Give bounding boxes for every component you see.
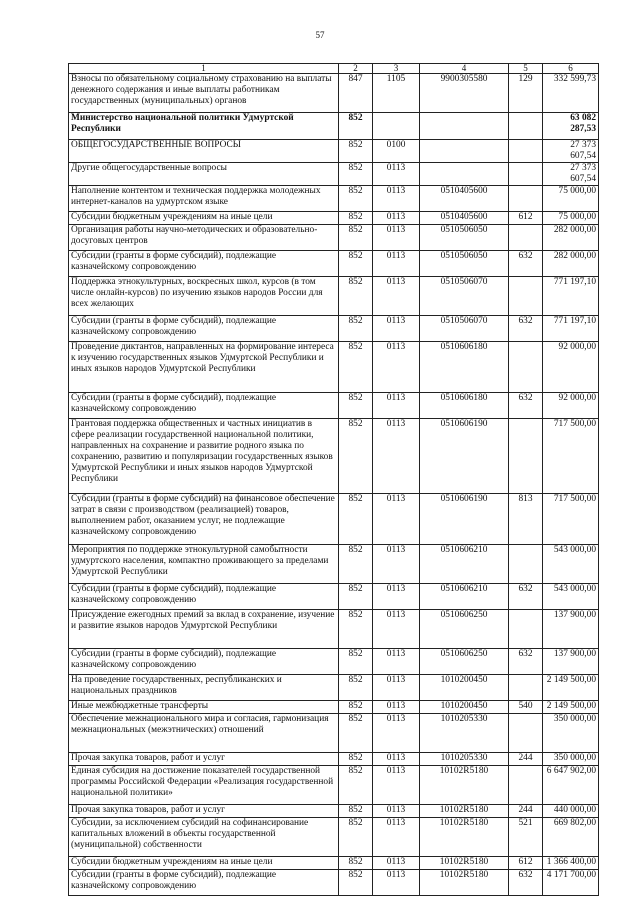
row-target-code: 1010205330 <box>420 714 509 753</box>
row-target-code: 10102R5180 <box>420 870 509 896</box>
row-target-code: 10102R5180 <box>420 766 509 805</box>
table-row <box>69 714 599 753</box>
row-ved-code: 852 <box>339 277 373 316</box>
row-target-code: 0510606210 <box>420 584 509 610</box>
row-target-code: 0510506050 <box>420 225 509 251</box>
table-row <box>69 277 599 316</box>
table-row <box>69 225 599 251</box>
row-type-code: 244 <box>509 753 543 766</box>
row-target-code: 0510606180 <box>420 342 509 393</box>
row-section-code: 0113 <box>373 163 420 186</box>
row-name: Проведение диктантов, направленных на формирование интереса к изучению государственных языков Удмуртской Республики и иных языков народов Удмуртской Республики <box>69 342 339 393</box>
row-type-code <box>509 186 543 212</box>
row-name: Министерство национальной политики Удмуртской Республики <box>69 113 339 140</box>
row-ved-code: 852 <box>339 342 373 393</box>
row-section-code: 0113 <box>373 419 420 494</box>
row-type-code: 612 <box>509 212 543 225</box>
row-amount: 332 599,73 <box>543 74 599 113</box>
row-section-code: 0113 <box>373 393 420 419</box>
row-ved-code: 852 <box>339 251 373 277</box>
row-type-code: 129 <box>509 74 543 113</box>
row-ved-code: 852 <box>339 675 373 701</box>
row-ved-code: 852 <box>339 701 373 714</box>
row-ved-code: 852 <box>339 610 373 649</box>
table-row <box>69 316 599 342</box>
row-name: Обеспечение межнационального мира и согласия, гармонизация межнациональных (межэтнических) отношений <box>69 714 339 753</box>
row-ved-code: 852 <box>339 113 373 140</box>
row-amount: 4 171 700,00 <box>543 870 599 896</box>
row-amount: 543 000,00 <box>543 545 599 584</box>
row-target-code: 1010200450 <box>420 675 509 701</box>
row-amount: 543 000,00 <box>543 584 599 610</box>
row-target-code: 0510606250 <box>420 649 509 675</box>
table-row <box>69 610 599 649</box>
row-section-code: 0113 <box>373 584 420 610</box>
row-type-code: 540 <box>509 701 543 714</box>
row-name: Присуждение ежегодных премий за вклад в сохранение, изучение и развитие языков народов Удмуртской Республики <box>69 610 339 649</box>
row-section-code: 0113 <box>373 805 420 818</box>
column-number: 2 <box>339 64 373 74</box>
row-type-code: 632 <box>509 870 543 896</box>
row-type-code <box>509 277 543 316</box>
row-amount: 75 000,00 <box>543 186 599 212</box>
row-name: Мероприятия по поддержке этнокультурной самобытности удмуртского населения, компактно проживающего за пределами Удмуртской Республики <box>69 545 339 584</box>
row-target-code: 0510606190 <box>420 419 509 494</box>
table-row <box>69 494 599 545</box>
table-row <box>69 140 599 163</box>
row-ved-code: 852 <box>339 186 373 212</box>
row-amount: 669 802,00 <box>543 818 599 857</box>
row-type-code: 632 <box>509 584 543 610</box>
budget-table <box>68 63 599 896</box>
table-row <box>69 766 599 805</box>
row-amount: 282 000,00 <box>543 225 599 251</box>
row-section-code: 0113 <box>373 225 420 251</box>
row-section-code: 0113 <box>373 766 420 805</box>
row-section-code: 0113 <box>373 316 420 342</box>
row-name: Взносы по обязательному социальному страхованию на выплаты денежного содержания и иные выплаты работникам государственных (муниципальных) органов <box>69 74 339 113</box>
row-section-code: 0113 <box>373 675 420 701</box>
row-amount: 27 373 607,54 <box>543 140 599 163</box>
row-name: Субсидии (гранты в форме субсидий), подлежащие казначейскому сопровождению <box>69 393 339 419</box>
row-type-code: 813 <box>509 494 543 545</box>
table-row <box>69 701 599 714</box>
row-ved-code: 852 <box>339 212 373 225</box>
row-amount: 350 000,00 <box>543 714 599 753</box>
row-name: Прочая закупка товаров, работ и услуг <box>69 805 339 818</box>
column-number: 5 <box>509 64 543 74</box>
table-row <box>69 342 599 393</box>
row-type-code: 244 <box>509 805 543 818</box>
row-ved-code: 852 <box>339 649 373 675</box>
row-name: Субсидии (гранты в форме субсидий), подлежащие казначейскому сопровождению <box>69 870 339 896</box>
row-name: Субсидии (гранты в форме субсидий), подлежащие казначейскому сопровождению <box>69 316 339 342</box>
row-type-code <box>509 545 543 584</box>
row-ved-code: 852 <box>339 766 373 805</box>
row-type-code <box>509 766 543 805</box>
row-name: Грантовая поддержка общественных и частных инициатив в сфере реализации государственной национальной политики, направленных на сохранение и развитие родного языка по сохранению, развитию и популяризации государственных языков Удмуртской Республики и иных языков народов Удмуртской Республики <box>69 419 339 494</box>
table-row <box>69 584 599 610</box>
row-type-code <box>509 140 543 163</box>
row-amount: 92 000,00 <box>543 393 599 419</box>
row-ved-code: 852 <box>339 857 373 870</box>
table-row <box>69 675 599 701</box>
row-name: Единая субсидия на достижение показателей государственной программы Российской Федерации «Реализация государственной национальной политики» <box>69 766 339 805</box>
row-type-code <box>509 163 543 186</box>
table-row <box>69 186 599 212</box>
row-amount: 2 149 500,00 <box>543 675 599 701</box>
row-amount: 92 000,00 <box>543 342 599 393</box>
row-amount: 137 900,00 <box>543 610 599 649</box>
row-ved-code: 852 <box>339 753 373 766</box>
row-name: Иные межбюджетные трансферты <box>69 701 339 714</box>
row-amount: 282 000,00 <box>543 251 599 277</box>
row-section-code: 0113 <box>373 818 420 857</box>
row-name: Субсидии, за исключением субсидий на софинансирование капитальных вложений в объекты государственной (муниципальной) собственности <box>69 818 339 857</box>
row-target-code: 0510506070 <box>420 277 509 316</box>
table-row <box>69 545 599 584</box>
row-section-code: 0113 <box>373 701 420 714</box>
row-target-code: 10102R5180 <box>420 818 509 857</box>
row-ved-code: 852 <box>339 225 373 251</box>
row-type-code: 612 <box>509 857 543 870</box>
row-target-code: 0510405600 <box>420 212 509 225</box>
row-type-code <box>509 342 543 393</box>
row-target-code: 0510506070 <box>420 316 509 342</box>
row-target-code: 0510606250 <box>420 610 509 649</box>
table-row <box>69 113 599 140</box>
table-row <box>69 419 599 494</box>
row-target-code: 0510606210 <box>420 545 509 584</box>
row-amount: 75 000,00 <box>543 212 599 225</box>
row-type-code <box>509 225 543 251</box>
row-target-code: 1010205330 <box>420 753 509 766</box>
row-section-code: 0113 <box>373 857 420 870</box>
row-section-code: 0113 <box>373 753 420 766</box>
table-row <box>69 393 599 419</box>
row-name: Субсидии (гранты в форме субсидий) на финансовое обеспечение затрат в связи с производством (реализацией) товаров, выполнением работ, оказанием услуг, не подлежащие казначейскому сопровождению <box>69 494 339 545</box>
row-section-code: 0100 <box>373 140 420 163</box>
table-row <box>69 251 599 277</box>
table-row <box>69 753 599 766</box>
row-name: Поддержка этнокультурных, воскресных школ, курсов (в том числе онлайн-курсов) по изучению языков народов России для всех желающих <box>69 277 339 316</box>
row-ved-code: 852 <box>339 805 373 818</box>
row-amount: 771 197,10 <box>543 316 599 342</box>
row-amount: 440 000,00 <box>543 805 599 818</box>
row-target-code: 10102R5180 <box>420 857 509 870</box>
row-target-code: 0510506050 <box>420 251 509 277</box>
column-number: 1 <box>69 64 339 74</box>
row-ved-code: 852 <box>339 584 373 610</box>
row-target-code: 10102R5180 <box>420 805 509 818</box>
row-amount: 63 082 287,53 <box>543 113 599 140</box>
row-target-code <box>420 113 509 140</box>
column-number: 3 <box>373 64 420 74</box>
row-amount: 137 900,00 <box>543 649 599 675</box>
page-number: 57 <box>315 30 325 40</box>
row-type-code <box>509 419 543 494</box>
row-ved-code: 852 <box>339 163 373 186</box>
row-name: Субсидии бюджетным учреждениям на иные цели <box>69 212 339 225</box>
row-section-code <box>373 113 420 140</box>
row-section-code: 0113 <box>373 277 420 316</box>
column-number: 6 <box>543 64 599 74</box>
row-section-code: 0113 <box>373 545 420 584</box>
row-section-code: 0113 <box>373 649 420 675</box>
row-type-code: 521 <box>509 818 543 857</box>
row-ved-code: 852 <box>339 494 373 545</box>
row-section-code: 0113 <box>373 186 420 212</box>
row-type-code: 632 <box>509 393 543 419</box>
row-section-code: 0113 <box>373 212 420 225</box>
row-ved-code: 852 <box>339 140 373 163</box>
row-amount: 717 500,00 <box>543 419 599 494</box>
row-name: Прочая закупка товаров, работ и услуг <box>69 753 339 766</box>
column-number-row <box>69 64 599 74</box>
row-ved-code: 852 <box>339 316 373 342</box>
row-section-code: 1105 <box>373 74 420 113</box>
column-number: 4 <box>420 64 509 74</box>
row-ved-code: 847 <box>339 74 373 113</box>
row-section-code: 0113 <box>373 342 420 393</box>
row-type-code <box>509 675 543 701</box>
table-row <box>69 74 599 113</box>
row-section-code: 0113 <box>373 494 420 545</box>
row-type-code: 632 <box>509 649 543 675</box>
table-row <box>69 805 599 818</box>
row-target-code: 1010200450 <box>420 701 509 714</box>
row-ved-code: 852 <box>339 870 373 896</box>
row-amount: 1 366 400,00 <box>543 857 599 870</box>
row-name: Наполнение контентом и техническая поддержка молодежных интернет-каналов на удмуртском языке <box>69 186 339 212</box>
table-row <box>69 212 599 225</box>
row-target-code: 0510405600 <box>420 186 509 212</box>
row-target-code <box>420 140 509 163</box>
row-amount: 6 647 902,00 <box>543 766 599 805</box>
row-target-code <box>420 163 509 186</box>
row-name: Организация работы научно-методических и образовательно-досуговых центров <box>69 225 339 251</box>
table-row <box>69 818 599 857</box>
row-section-code: 0113 <box>373 251 420 277</box>
row-type-code <box>509 714 543 753</box>
row-ved-code: 852 <box>339 419 373 494</box>
row-name: Субсидии (гранты в форме субсидий), подлежащие казначейскому сопровождению <box>69 649 339 675</box>
row-name: ОБЩЕГОСУДАРСТВЕННЫЕ ВОПРОСЫ <box>69 140 339 163</box>
row-type-code <box>509 610 543 649</box>
table-row <box>69 870 599 896</box>
row-section-code: 0113 <box>373 870 420 896</box>
row-section-code: 0113 <box>373 714 420 753</box>
row-name: На проведение государственных, республиканских и национальных праздников <box>69 675 339 701</box>
row-ved-code: 852 <box>339 545 373 584</box>
row-ved-code: 852 <box>339 393 373 419</box>
row-ved-code: 852 <box>339 714 373 753</box>
row-amount: 2 149 500,00 <box>543 701 599 714</box>
row-target-code: 0510606180 <box>420 393 509 419</box>
table-row <box>69 649 599 675</box>
row-target-code: 9900305580 <box>420 74 509 113</box>
row-amount: 350 000,00 <box>543 753 599 766</box>
row-type-code: 632 <box>509 251 543 277</box>
row-type-code: 632 <box>509 316 543 342</box>
row-name: Субсидии бюджетным учреждениям на иные цели <box>69 857 339 870</box>
row-name: Субсидии (гранты в форме субсидий), подлежащие казначейскому сопровождению <box>69 251 339 277</box>
table-row <box>69 163 599 186</box>
row-ved-code: 852 <box>339 818 373 857</box>
row-type-code <box>509 113 543 140</box>
row-amount: 717 500,00 <box>543 494 599 545</box>
table-row <box>69 857 599 870</box>
row-section-code: 0113 <box>373 610 420 649</box>
row-name: Другие общегосударственные вопросы <box>69 163 339 186</box>
row-target-code: 0510606190 <box>420 494 509 545</box>
row-amount: 771 197,10 <box>543 277 599 316</box>
row-amount: 27 373 607,54 <box>543 163 599 186</box>
row-name: Субсидии (гранты в форме субсидий), подлежащие казначейскому сопровождению <box>69 584 339 610</box>
